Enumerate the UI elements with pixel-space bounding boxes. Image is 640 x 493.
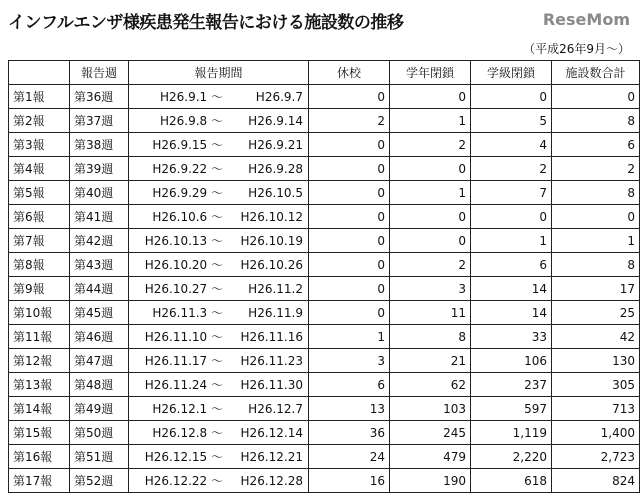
facility-total: 17 bbox=[552, 277, 640, 301]
report-number: 第8報 bbox=[9, 253, 70, 277]
period-start: H26.9.1 ～ bbox=[159, 90, 223, 104]
period-end: H26.11.30 bbox=[240, 378, 303, 392]
report-week: 第52週 bbox=[70, 469, 129, 493]
class-closure: 4 bbox=[471, 133, 552, 157]
grade-closure: 479 bbox=[390, 445, 471, 469]
facility-total: 0 bbox=[552, 205, 640, 229]
school-closure: 2 bbox=[309, 109, 390, 133]
report-number: 第12報 bbox=[9, 349, 70, 373]
grade-closure: 2 bbox=[390, 133, 471, 157]
report-week: 第42週 bbox=[70, 229, 129, 253]
school-closure: 16 bbox=[309, 469, 390, 493]
facility-total: 8 bbox=[552, 109, 640, 133]
period-start: H26.9.8 ～ bbox=[159, 114, 223, 128]
report-week: 第49週 bbox=[70, 397, 129, 421]
report-number: 第3報 bbox=[9, 133, 70, 157]
class-closure: 1 bbox=[471, 229, 552, 253]
period-end: H26.10.19 bbox=[240, 234, 303, 248]
school-closure: 0 bbox=[309, 277, 390, 301]
column-header: 報告期間 bbox=[129, 61, 309, 85]
watermark-logo: ReseMom bbox=[542, 10, 630, 29]
facility-count-table bbox=[8, 60, 640, 493]
report-week: 第45週 bbox=[70, 301, 129, 325]
table-row bbox=[9, 373, 640, 397]
grade-closure: 1 bbox=[390, 181, 471, 205]
facility-total: 1,400 bbox=[552, 421, 640, 445]
period-end: H26.12.14 bbox=[240, 426, 303, 440]
school-closure: 3 bbox=[309, 349, 390, 373]
facility-total: 1 bbox=[552, 229, 640, 253]
table-row bbox=[9, 469, 640, 493]
period-start: H26.11.3 ～ bbox=[152, 306, 223, 320]
facility-total: 8 bbox=[552, 181, 640, 205]
period-end: H26.11.23 bbox=[240, 354, 303, 368]
table-row bbox=[9, 421, 640, 445]
period-start: H26.12.15 ～ bbox=[144, 450, 223, 464]
period-end: H26.9.28 bbox=[248, 162, 303, 176]
table-row bbox=[9, 157, 640, 181]
grade-closure: 21 bbox=[390, 349, 471, 373]
grade-closure: 0 bbox=[390, 205, 471, 229]
period-end: H26.11.9 bbox=[248, 306, 303, 320]
report-week: 第43週 bbox=[70, 253, 129, 277]
class-closure: 14 bbox=[471, 301, 552, 325]
report-number: 第17報 bbox=[9, 469, 70, 493]
report-week: 第39週 bbox=[70, 157, 129, 181]
report-week: 第40週 bbox=[70, 181, 129, 205]
period-start: H26.9.29 ～ bbox=[152, 186, 223, 200]
period-start: H26.12.1 ～ bbox=[152, 402, 223, 416]
grade-closure: 245 bbox=[390, 421, 471, 445]
period-end: H26.10.5 bbox=[248, 186, 303, 200]
school-closure: 0 bbox=[309, 181, 390, 205]
class-closure: 6 bbox=[471, 253, 552, 277]
report-number: 第13報 bbox=[9, 373, 70, 397]
grade-closure: 8 bbox=[390, 325, 471, 349]
facility-total: 2 bbox=[552, 157, 640, 181]
column-header bbox=[9, 61, 70, 85]
school-closure: 36 bbox=[309, 421, 390, 445]
period-end: H26.10.12 bbox=[240, 210, 303, 224]
class-closure: 5 bbox=[471, 109, 552, 133]
report-week: 第37週 bbox=[70, 109, 129, 133]
period-start: H26.9.22 ～ bbox=[152, 162, 223, 176]
school-closure: 6 bbox=[309, 373, 390, 397]
report-period bbox=[129, 397, 309, 421]
period-start: H26.11.10 ～ bbox=[144, 330, 223, 344]
class-closure: 1,119 bbox=[471, 421, 552, 445]
grade-closure: 0 bbox=[390, 229, 471, 253]
report-period bbox=[129, 181, 309, 205]
report-week: 第44週 bbox=[70, 277, 129, 301]
grade-closure: 0 bbox=[390, 85, 471, 109]
table-row bbox=[9, 277, 640, 301]
report-number: 第11報 bbox=[9, 325, 70, 349]
table-row bbox=[9, 181, 640, 205]
table-row bbox=[9, 85, 640, 109]
report-period bbox=[129, 85, 309, 109]
report-week: 第38週 bbox=[70, 133, 129, 157]
report-period bbox=[129, 421, 309, 445]
report-number: 第6報 bbox=[9, 205, 70, 229]
report-number: 第16報 bbox=[9, 445, 70, 469]
class-closure: 0 bbox=[471, 205, 552, 229]
report-week: 第41週 bbox=[70, 205, 129, 229]
school-closure: 0 bbox=[309, 205, 390, 229]
school-closure: 0 bbox=[309, 133, 390, 157]
class-closure: 7 bbox=[471, 181, 552, 205]
report-number: 第7報 bbox=[9, 229, 70, 253]
report-week: 第36週 bbox=[70, 85, 129, 109]
class-closure: 237 bbox=[471, 373, 552, 397]
report-week: 第47週 bbox=[70, 349, 129, 373]
table-row bbox=[9, 229, 640, 253]
period-start: H26.10.20 ～ bbox=[144, 258, 223, 272]
table-row bbox=[9, 133, 640, 157]
school-closure: 13 bbox=[309, 397, 390, 421]
report-period bbox=[129, 325, 309, 349]
report-week: 第50週 bbox=[70, 421, 129, 445]
table-row bbox=[9, 301, 640, 325]
period-start: H26.12.22 ～ bbox=[144, 474, 223, 488]
period-end: H26.9.21 bbox=[248, 138, 303, 152]
period-end: H26.12.28 bbox=[240, 474, 303, 488]
report-period bbox=[129, 277, 309, 301]
report-period bbox=[129, 301, 309, 325]
class-closure: 106 bbox=[471, 349, 552, 373]
page-title: インフルエンザ様疾患発生報告における施設数の推移 bbox=[8, 13, 404, 33]
school-closure: 0 bbox=[309, 301, 390, 325]
period-end: H26.12.21 bbox=[240, 450, 303, 464]
period-start: H26.10.6 ～ bbox=[152, 210, 223, 224]
report-number: 第10報 bbox=[9, 301, 70, 325]
period-start: H26.12.8 ～ bbox=[152, 426, 223, 440]
report-week: 第48週 bbox=[70, 373, 129, 397]
facility-total: 824 bbox=[552, 469, 640, 493]
report-period bbox=[129, 133, 309, 157]
table-row bbox=[9, 205, 640, 229]
facility-total: 713 bbox=[552, 397, 640, 421]
grade-closure: 2 bbox=[390, 253, 471, 277]
table-row bbox=[9, 325, 640, 349]
report-number: 第2報 bbox=[9, 109, 70, 133]
table-row bbox=[9, 397, 640, 421]
report-period bbox=[129, 109, 309, 133]
period-start: H26.11.17 ～ bbox=[144, 354, 223, 368]
class-closure: 0 bbox=[471, 85, 552, 109]
period-end: H26.12.7 bbox=[248, 402, 303, 416]
period-start: H26.9.15 ～ bbox=[152, 138, 223, 152]
column-header: 報告週 bbox=[70, 61, 129, 85]
grade-closure: 62 bbox=[390, 373, 471, 397]
period-end: H26.10.26 bbox=[240, 258, 303, 272]
class-closure: 2,220 bbox=[471, 445, 552, 469]
grade-closure: 1 bbox=[390, 109, 471, 133]
period-note: （平成26年9月～） bbox=[523, 42, 630, 56]
facility-total: 25 bbox=[552, 301, 640, 325]
facility-total: 305 bbox=[552, 373, 640, 397]
school-closure: 1 bbox=[309, 325, 390, 349]
report-period bbox=[129, 157, 309, 181]
grade-closure: 11 bbox=[390, 301, 471, 325]
facility-total: 42 bbox=[552, 325, 640, 349]
report-week: 第51週 bbox=[70, 445, 129, 469]
school-closure: 0 bbox=[309, 253, 390, 277]
facility-total: 2,723 bbox=[552, 445, 640, 469]
report-number: 第14報 bbox=[9, 397, 70, 421]
report-period bbox=[129, 205, 309, 229]
report-number: 第15報 bbox=[9, 421, 70, 445]
report-number: 第1報 bbox=[9, 85, 70, 109]
table-header-row bbox=[9, 61, 640, 85]
report-period bbox=[129, 253, 309, 277]
period-start: H26.11.24 ～ bbox=[144, 378, 223, 392]
report-period bbox=[129, 445, 309, 469]
column-header: 学年閉鎖 bbox=[390, 61, 471, 85]
school-closure: 24 bbox=[309, 445, 390, 469]
class-closure: 2 bbox=[471, 157, 552, 181]
report-number: 第5報 bbox=[9, 181, 70, 205]
table-row bbox=[9, 349, 640, 373]
column-header: 休校 bbox=[309, 61, 390, 85]
school-closure: 0 bbox=[309, 229, 390, 253]
class-closure: 33 bbox=[471, 325, 552, 349]
school-closure: 0 bbox=[309, 157, 390, 181]
facility-total: 8 bbox=[552, 253, 640, 277]
grade-closure: 103 bbox=[390, 397, 471, 421]
class-closure: 618 bbox=[471, 469, 552, 493]
facility-total: 130 bbox=[552, 349, 640, 373]
report-number: 第9報 bbox=[9, 277, 70, 301]
period-end: H26.11.2 bbox=[248, 282, 303, 296]
column-header: 学級閉鎖 bbox=[471, 61, 552, 85]
class-closure: 14 bbox=[471, 277, 552, 301]
grade-closure: 3 bbox=[390, 277, 471, 301]
grade-closure: 190 bbox=[390, 469, 471, 493]
column-header: 施設数合計 bbox=[552, 61, 640, 85]
facility-total: 6 bbox=[552, 133, 640, 157]
period-end: H26.9.14 bbox=[248, 114, 303, 128]
school-closure: 0 bbox=[309, 85, 390, 109]
table-row bbox=[9, 445, 640, 469]
report-number: 第4報 bbox=[9, 157, 70, 181]
period-end: H26.9.7 bbox=[255, 90, 303, 104]
class-closure: 597 bbox=[471, 397, 552, 421]
grade-closure: 0 bbox=[390, 157, 471, 181]
report-period bbox=[129, 469, 309, 493]
report-period bbox=[129, 349, 309, 373]
facility-total: 0 bbox=[552, 85, 640, 109]
table-row bbox=[9, 109, 640, 133]
table-row bbox=[9, 253, 640, 277]
period-end: H26.11.16 bbox=[240, 330, 303, 344]
report-week: 第46週 bbox=[70, 325, 129, 349]
report-period bbox=[129, 229, 309, 253]
period-start: H26.10.27 ～ bbox=[144, 282, 223, 296]
report-period bbox=[129, 373, 309, 397]
period-start: H26.10.13 ～ bbox=[144, 234, 223, 248]
